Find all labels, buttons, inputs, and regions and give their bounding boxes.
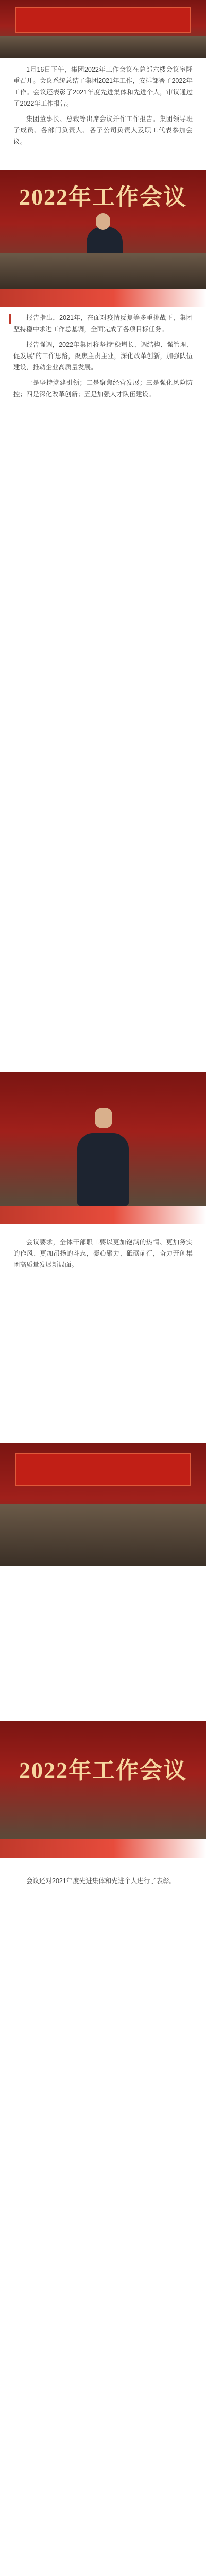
podium [0, 253, 206, 289]
section-2-paragraph-1: 报告指出，2021年，在面对疫情反复等多重挑战下，集团坚持稳中求进工作总基调，全面完成了各项目标任务。 [13, 314, 193, 333]
intro-text [13, 64, 193, 151]
meeting-photo-2 [0, 170, 206, 289]
photo-caption-2 [0, 1206, 206, 1224]
section-3-paragraph-1: 会议要求，全体干部职工要以更加饱满的热情、更加务实的作风、更加昂扬的斗志，凝心聚力、砥砺前行，奋力开创集团高质量发展新局面。 [13, 1239, 193, 1268]
section-3-text [13, 1236, 193, 1275]
section-accent [9, 314, 11, 324]
meeting-photo-4 [0, 1443, 206, 1566]
section-2-text [13, 312, 193, 404]
meeting-photo-1 [0, 0, 206, 58]
intro-paragraph-2: 集团董事长、总裁等出席会议并作工作报告。集团领导班子成员、各部门负责人、各子公司负责人及职工代表参加会议。 [13, 115, 193, 145]
section-4-paragraph-1: 会议还对2021年度先进集体和先进个人进行了表彰。 [26, 1877, 176, 1885]
meeting-photo-3 [0, 1072, 206, 1206]
audience-rows [0, 1504, 206, 1566]
section-2-paragraph-2: 报告强调，2022年集团将坚持“稳增长、调结构、强管理、促发展”的工作思路，聚焦主责主业，深化改革创新，加强队伍建设，推动企业高质量发展。 [13, 341, 193, 371]
banner-text-2: 2022年工作会议 [19, 1758, 187, 1783]
stage-screen-2 [15, 1453, 191, 1486]
section-4-text [13, 1875, 193, 1891]
speaker-head [96, 213, 110, 230]
conference-table [0, 36, 206, 58]
speaker-2-figure [77, 1133, 129, 1206]
intro-paragraph-1: 1月16日下午，集团2022年工作会议在总部六楼会议室隆重召开。会议系统总结了集团2021年工作，安排部署了2022年工作。会议还表彰了2021年度先进集体和先进个人，审议通过了2022年工作报告。 [13, 66, 193, 107]
photo-caption-1 [0, 289, 206, 307]
section-2-paragraph-3: 一是坚持党建引领；二是聚焦经营发展；三是强化风险防控；四是深化改革创新；五是加强人才队伍建设。 [13, 379, 193, 398]
meeting-photo-5 [0, 1721, 206, 1839]
stage-screen [15, 7, 191, 33]
photo-caption-3 [0, 1839, 206, 1858]
banner-text: 2022年工作会议 [19, 184, 187, 210]
speaker-2-head [95, 1108, 112, 1128]
